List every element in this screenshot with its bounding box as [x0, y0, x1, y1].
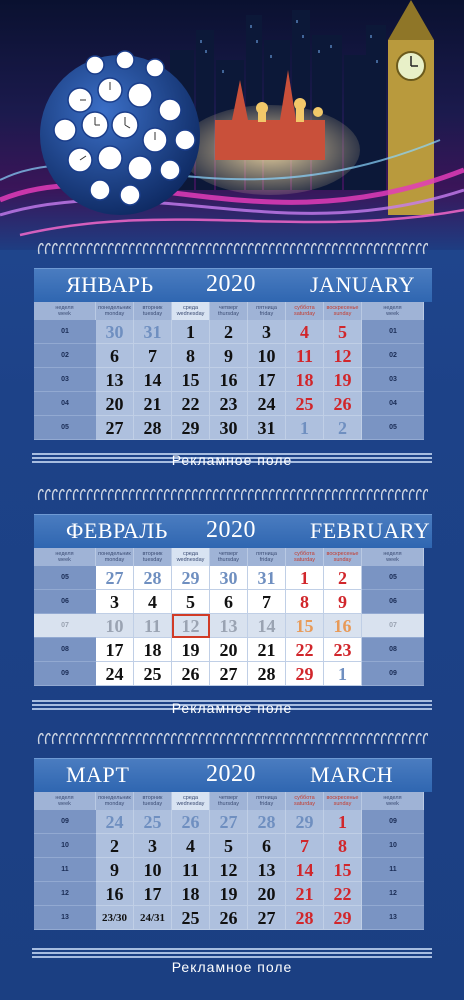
- day-cell: 13: [210, 614, 248, 638]
- weekday-label-en: monday: [104, 801, 125, 807]
- day-cell: 12: [172, 614, 210, 638]
- weekday-label: [172, 792, 210, 810]
- week-number: 06: [34, 590, 96, 614]
- day-cell: 27: [210, 662, 248, 686]
- day-cell: 16: [210, 368, 248, 392]
- day-cell: 25: [134, 662, 172, 686]
- day-cell: 24/31: [134, 906, 172, 930]
- day-cell: 25: [172, 906, 210, 930]
- week-number: 09: [362, 810, 424, 834]
- day-cell: 21: [248, 638, 286, 662]
- weekday-label-ru: воскресенье: [326, 551, 359, 557]
- week-number: 05: [34, 416, 96, 440]
- year-label: 2020: [206, 271, 256, 297]
- day-cell: 7: [248, 590, 286, 614]
- day-cell: 13: [96, 368, 134, 392]
- weekday-label-ru: неделя: [55, 551, 74, 557]
- day-cell: 1: [172, 320, 210, 344]
- weekday-label: [34, 792, 96, 810]
- day-cell: 18: [286, 368, 324, 392]
- week-number: 09: [34, 810, 96, 834]
- weekday-label-ru: среда: [182, 305, 198, 311]
- weekday-label-ru: вторник: [142, 305, 163, 311]
- weekday-label-en: friday: [259, 311, 274, 317]
- weekday-header: [34, 548, 432, 566]
- day-cell: 24: [96, 810, 134, 834]
- day-cell: 28: [248, 810, 286, 834]
- weekday-label-en: tuesday: [142, 801, 163, 807]
- weekday-label: [96, 548, 134, 566]
- week-number: 07: [34, 614, 96, 638]
- week-row: [34, 344, 432, 368]
- day-cell: 15: [172, 368, 210, 392]
- weekday-label-ru: неделя: [383, 551, 402, 557]
- day-cell: 5: [172, 590, 210, 614]
- weekday-label-ru: вторник: [142, 795, 163, 801]
- ad-strip: [0, 447, 464, 493]
- weekday-label-en: thursday: [217, 557, 240, 563]
- day-cell: 23: [210, 392, 248, 416]
- day-cell: 30: [210, 566, 248, 590]
- weekday-label-ru: воскресенье: [326, 305, 359, 311]
- day-cell: 25: [286, 392, 324, 416]
- month-name-en: MARCH: [310, 762, 394, 787]
- month-name-ru: ЯНВАРЬ: [66, 272, 154, 297]
- weekday-label-en: week: [386, 801, 399, 807]
- weekday-header: [34, 302, 432, 320]
- week-number: 11: [34, 858, 96, 882]
- day-cell: 4: [134, 590, 172, 614]
- day-cell: 1: [324, 662, 362, 686]
- weekday-label-ru: понедельник: [98, 305, 131, 311]
- weekday-label: [172, 302, 210, 320]
- day-cell: 4: [286, 320, 324, 344]
- weekday-label: [324, 792, 362, 810]
- weekday-label-en: saturday: [293, 311, 316, 317]
- weekday-label-en: saturday: [293, 557, 316, 563]
- day-cell: 27: [210, 810, 248, 834]
- day-cell: 12: [210, 858, 248, 882]
- day-cell: 24: [248, 392, 286, 416]
- weekday-label-en: thursday: [217, 801, 240, 807]
- day-cell: 27: [96, 566, 134, 590]
- week-number: 02: [34, 344, 96, 368]
- binding-spiral: [36, 241, 428, 255]
- day-cell: 7: [286, 834, 324, 858]
- weekday-label: [324, 548, 362, 566]
- day-cell: 8: [286, 590, 324, 614]
- weekday-label-en: week: [386, 311, 399, 317]
- day-cell: 31: [134, 320, 172, 344]
- weekday-label: [34, 302, 96, 320]
- weekday-label-ru: пятница: [256, 795, 277, 801]
- day-cell: 16: [324, 614, 362, 638]
- day-cell: 28: [286, 906, 324, 930]
- day-cell: 19: [324, 368, 362, 392]
- weekday-label: [324, 302, 362, 320]
- weekday-label-ru: четверг: [218, 551, 239, 557]
- day-cell: 26: [172, 662, 210, 686]
- weekday-label-ru: неделя: [55, 305, 74, 311]
- day-cell: 31: [248, 416, 286, 440]
- week-row: [34, 834, 432, 858]
- city-collage-icon: [0, 0, 464, 250]
- week-number: 02: [362, 344, 424, 368]
- week-row: [34, 810, 432, 834]
- day-cell: 26: [210, 906, 248, 930]
- day-cell: 22: [286, 638, 324, 662]
- weekday-label: [248, 302, 286, 320]
- week-number: 04: [34, 392, 96, 416]
- day-cell: 9: [324, 590, 362, 614]
- week-number: 10: [362, 834, 424, 858]
- week-number: 13: [362, 906, 424, 930]
- month-name-ru: МАРТ: [66, 762, 130, 787]
- weekday-label: [286, 792, 324, 810]
- day-cell: 13: [248, 858, 286, 882]
- week-number: 01: [34, 320, 96, 344]
- weekday-label-ru: вторник: [142, 551, 163, 557]
- weekday-label: [134, 302, 172, 320]
- day-cell: 29: [286, 662, 324, 686]
- day-cell: 29: [324, 906, 362, 930]
- weekday-label: [286, 302, 324, 320]
- day-cell: 3: [96, 590, 134, 614]
- weekday-label: [248, 548, 286, 566]
- week-row: [34, 416, 432, 440]
- week-row: [34, 614, 432, 638]
- day-cell: 14: [248, 614, 286, 638]
- day-cell: 15: [324, 858, 362, 882]
- day-cell: 7: [134, 344, 172, 368]
- week-number: 10: [34, 834, 96, 858]
- day-cell: 11: [286, 344, 324, 368]
- day-cell: 10: [96, 614, 134, 638]
- day-cell: 29: [172, 416, 210, 440]
- weekday-label: [134, 792, 172, 810]
- weekday-label-en: week: [386, 557, 399, 563]
- weekday-label: [362, 792, 424, 810]
- month-title-bar: [34, 514, 432, 548]
- day-cell: 9: [96, 858, 134, 882]
- weekday-label-ru: суббота: [294, 305, 315, 311]
- day-cell: 28: [134, 416, 172, 440]
- weekday-label-ru: воскресенье: [326, 795, 359, 801]
- weekday-label-ru: неделя: [383, 795, 402, 801]
- weekday-label-en: friday: [259, 801, 274, 807]
- weekday-label-en: saturday: [293, 801, 316, 807]
- weekday-label-en: week: [58, 801, 71, 807]
- day-cell: 26: [172, 810, 210, 834]
- month-name-en: JANUARY: [310, 272, 415, 297]
- day-cell: 29: [172, 566, 210, 590]
- week-row: [34, 566, 432, 590]
- weekday-label-ru: понедельник: [98, 551, 131, 557]
- day-cell: 1: [286, 416, 324, 440]
- day-cell: 17: [134, 882, 172, 906]
- header-image: [0, 0, 464, 250]
- weekday-label-ru: пятница: [256, 305, 277, 311]
- day-cell: 30: [210, 416, 248, 440]
- weekday-label-ru: пятница: [256, 551, 277, 557]
- week-row: [34, 858, 432, 882]
- ad-text: Рекламное поле: [171, 700, 293, 716]
- day-cell: 14: [134, 368, 172, 392]
- ad-text: Рекламное поле: [171, 452, 293, 468]
- week-number: 13: [34, 906, 96, 930]
- weekday-label: [210, 792, 248, 810]
- week-number: 08: [34, 638, 96, 662]
- weekday-label-en: friday: [259, 557, 274, 563]
- weekday-label: [96, 302, 134, 320]
- week-row: [34, 662, 432, 686]
- day-cell: 9: [210, 344, 248, 368]
- weekday-label-en: tuesday: [142, 311, 163, 317]
- day-cell: 20: [210, 638, 248, 662]
- weekday-label: [134, 548, 172, 566]
- day-cell: 26: [324, 392, 362, 416]
- day-cell: 17: [96, 638, 134, 662]
- weekday-label-en: sunday: [333, 801, 352, 807]
- day-cell: 11: [134, 614, 172, 638]
- day-cell: 20: [248, 882, 286, 906]
- year-label: 2020: [206, 761, 256, 787]
- week-row: [34, 320, 432, 344]
- weekday-header: [34, 792, 432, 810]
- day-cell: 1: [286, 566, 324, 590]
- weekday-label: [362, 302, 424, 320]
- weekday-label-en: week: [58, 557, 71, 563]
- weekday-label-en: sunday: [333, 557, 352, 563]
- day-cell: 28: [248, 662, 286, 686]
- week-row: [34, 590, 432, 614]
- weekday-label-en: thursday: [217, 311, 240, 317]
- day-cell: 6: [210, 590, 248, 614]
- day-cell: 2: [324, 566, 362, 590]
- day-cell: 14: [286, 858, 324, 882]
- day-cell: 23: [324, 638, 362, 662]
- day-cell: 27: [96, 416, 134, 440]
- weekday-label: [172, 548, 210, 566]
- week-row: [34, 392, 432, 416]
- week-number: 05: [362, 416, 424, 440]
- week-number: 09: [34, 662, 96, 686]
- week-number: 09: [362, 662, 424, 686]
- week-number: 05: [34, 566, 96, 590]
- day-cell: 19: [172, 638, 210, 662]
- week-number: 05: [362, 566, 424, 590]
- day-cell: 22: [324, 882, 362, 906]
- week-number: 08: [362, 638, 424, 662]
- week-number: 03: [34, 368, 96, 392]
- month-block-february: [34, 514, 432, 688]
- weekday-label-en: wednesday: [176, 311, 205, 317]
- day-cell: 2: [210, 320, 248, 344]
- week-row: [34, 638, 432, 662]
- weekday-label: [248, 792, 286, 810]
- day-cell: 6: [96, 344, 134, 368]
- day-cell: 2: [96, 834, 134, 858]
- day-cell: 22: [172, 392, 210, 416]
- day-cell: 29: [286, 810, 324, 834]
- day-cell: 20: [96, 392, 134, 416]
- weekday-label-ru: понедельник: [98, 795, 131, 801]
- week-number: 12: [34, 882, 96, 906]
- month-name-ru: ФЕВРАЛЬ: [66, 518, 168, 543]
- weekday-label: [96, 792, 134, 810]
- day-cell: 10: [134, 858, 172, 882]
- month-name-en: FEBRUARY: [310, 518, 431, 543]
- week-number: 12: [362, 882, 424, 906]
- year-label: 2020: [206, 517, 256, 543]
- month-title-bar: [34, 758, 432, 792]
- weekday-label-en: week: [58, 311, 71, 317]
- weekday-label-ru: неделя: [383, 305, 402, 311]
- day-cell: 23/30: [96, 906, 134, 930]
- ad-strip: [0, 694, 464, 740]
- weekday-label-en: tuesday: [142, 557, 163, 563]
- weekday-label-en: wednesday: [176, 557, 205, 563]
- week-number: 01: [362, 320, 424, 344]
- day-cell: 18: [172, 882, 210, 906]
- weekday-label-en: monday: [104, 311, 125, 317]
- weekday-label-ru: среда: [182, 551, 198, 557]
- day-cell: 28: [134, 566, 172, 590]
- day-cell: 8: [172, 344, 210, 368]
- weekday-label-en: monday: [104, 557, 125, 563]
- day-cell: 21: [134, 392, 172, 416]
- month-title-bar: [34, 268, 432, 302]
- day-cell: 16: [96, 882, 134, 906]
- month-block-january: [34, 268, 432, 442]
- weekday-label-ru: суббота: [294, 795, 315, 801]
- weekday-label: [362, 548, 424, 566]
- ad-text: Рекламное поле: [171, 959, 293, 975]
- weekday-label: [210, 548, 248, 566]
- weekday-label-en: wednesday: [176, 801, 205, 807]
- day-cell: 2: [324, 416, 362, 440]
- weekday-label-en: sunday: [333, 311, 352, 317]
- day-cell: 11: [172, 858, 210, 882]
- week-number: 04: [362, 392, 424, 416]
- week-number: 03: [362, 368, 424, 392]
- day-cell: 24: [96, 662, 134, 686]
- day-cell: 27: [248, 906, 286, 930]
- day-cell: 6: [248, 834, 286, 858]
- week-number: 11: [362, 858, 424, 882]
- week-row: [34, 882, 432, 906]
- day-cell: 18: [134, 638, 172, 662]
- day-cell: 25: [134, 810, 172, 834]
- ad-strip: [0, 944, 464, 990]
- weekday-label-ru: четверг: [218, 795, 239, 801]
- day-cell: 3: [134, 834, 172, 858]
- day-cell: 5: [324, 320, 362, 344]
- weekday-label: [210, 302, 248, 320]
- day-cell: 17: [248, 368, 286, 392]
- week-row: [34, 906, 432, 930]
- week-number: 06: [362, 590, 424, 614]
- week-number: 07: [362, 614, 424, 638]
- day-cell: 30: [96, 320, 134, 344]
- day-cell: 10: [248, 344, 286, 368]
- month-block-march: [34, 758, 432, 932]
- weekday-label-ru: четверг: [218, 305, 239, 311]
- weekday-label-ru: неделя: [55, 795, 74, 801]
- day-cell: 21: [286, 882, 324, 906]
- weekday-label-ru: суббота: [294, 551, 315, 557]
- day-cell: 8: [324, 834, 362, 858]
- week-row: [34, 368, 432, 392]
- day-cell: 31: [248, 566, 286, 590]
- day-cell: 3: [248, 320, 286, 344]
- day-cell: 5: [210, 834, 248, 858]
- day-cell: 1: [324, 810, 362, 834]
- day-cell: 15: [286, 614, 324, 638]
- weekday-label: [34, 548, 96, 566]
- weekday-label: [286, 548, 324, 566]
- day-cell: 19: [210, 882, 248, 906]
- weekday-label-ru: среда: [182, 795, 198, 801]
- day-cell: 12: [324, 344, 362, 368]
- day-cell: 4: [172, 834, 210, 858]
